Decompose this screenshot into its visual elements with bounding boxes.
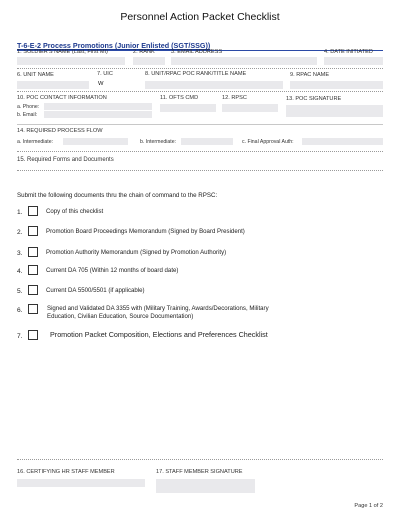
poc-email-field[interactable] xyxy=(44,111,152,118)
final-approval-field[interactable] xyxy=(302,138,383,145)
row-divider xyxy=(17,170,383,171)
soldier-name-label: 1. SOLDIER'S NAME (Last, First MI) xyxy=(17,49,108,55)
checklist-checkbox-4[interactable] xyxy=(28,265,38,275)
final-approval-label: c. Final Approval Auth: xyxy=(242,139,294,145)
required-forms-label: 15. Required Forms and Documents xyxy=(17,157,114,163)
phone-field[interactable] xyxy=(44,103,152,110)
date-initiated-label: 4. DATE INITIATED xyxy=(324,49,373,55)
checklist-item-6-line2: Education, Civilian Education, Source Documentation) xyxy=(47,313,194,320)
staff-signature-field[interactable] xyxy=(156,479,255,493)
intermediate-a-label: a. Intermediate: xyxy=(17,139,54,145)
rpsc-field[interactable] xyxy=(222,104,278,112)
rpac-name-label: 9. RPAC NAME xyxy=(290,72,330,78)
rank-field[interactable] xyxy=(133,57,165,65)
row-divider xyxy=(17,68,383,69)
staff-signature-label: 17. STAFF MEMBER SIGNATURE xyxy=(156,469,243,475)
checklist-checkbox-6[interactable] xyxy=(28,304,38,314)
poc-contact-label: 10. POC CONTACT INFORMATION xyxy=(17,95,107,101)
ofts-cmd-label: 11. OFTS CMD xyxy=(160,95,199,101)
row-divider xyxy=(17,459,383,460)
unit-name-label: 6. UNIT NAME xyxy=(17,72,54,78)
unit-rpac-poc-label: 8. UNIT/RPAC POC RANK/TITLE NAME xyxy=(145,71,247,77)
email-field[interactable] xyxy=(171,57,317,65)
checklist-checkbox-1[interactable] xyxy=(28,206,38,216)
checklist-item-7-text: Promotion Packet Composition, Elections and Preferences Checklist xyxy=(50,330,268,339)
checklist-item-1-text: Copy of this checklist xyxy=(46,208,104,215)
checklist-checkbox-3[interactable] xyxy=(28,247,38,257)
unit-name-field[interactable] xyxy=(17,81,89,89)
item-number: 1. xyxy=(17,209,23,216)
item-number: 5. xyxy=(17,288,23,295)
unit-rpac-poc-field[interactable] xyxy=(145,81,283,89)
certifying-label: 16. CERTIFYING HR STAFF MEMBER xyxy=(17,469,115,475)
soldier-name-field[interactable] xyxy=(17,57,125,65)
item-number: 4. xyxy=(17,268,23,275)
item-number: 7. xyxy=(17,333,23,340)
row-divider xyxy=(17,151,383,152)
poc-signature-label: 13. POC SIGNATURE xyxy=(286,96,342,102)
uic-value: W xyxy=(98,81,104,87)
item-number: 2. xyxy=(17,229,23,236)
phone-label: a. Phone: xyxy=(17,104,40,110)
checklist-checkbox-7[interactable] xyxy=(28,330,38,340)
form-subtitle: T-6-E-2 Process Promotions (Junior Enlisted (SGT/SSG)) xyxy=(17,41,211,50)
date-initiated-field[interactable] xyxy=(324,57,383,65)
certifying-field[interactable] xyxy=(17,479,145,487)
rpsc-label: 12. RPSC xyxy=(222,95,247,101)
checklist-checkbox-2[interactable] xyxy=(28,226,38,236)
email-label: 3. EMAIL ADDRESS xyxy=(171,49,223,55)
checklist-item-6-line1: Signed and Validated DA 3355 with (Military Training, Awards/Decorations, Military xyxy=(47,305,269,312)
instructions-text: Submit the following documents thru the chain of command to the RPSC: xyxy=(17,192,218,199)
intermediate-b-label: b. Intermediate: xyxy=(140,139,177,145)
checklist-item-3-text: Promotion Authority Memorandum (Signed by Promotion Authority) xyxy=(46,249,227,256)
intermediate-a-field[interactable] xyxy=(63,138,128,145)
uic-label: 7. UIC xyxy=(97,71,113,77)
rpac-name-field[interactable] xyxy=(290,81,383,89)
page-title: Personnel Action Packet Checklist xyxy=(120,11,280,23)
ofts-cmd-field[interactable] xyxy=(160,104,216,112)
checklist-item-2-text: Promotion Board Proceedings Memorandum (Signed by Board President) xyxy=(46,228,245,235)
email-b-label: b. Email: xyxy=(17,112,38,118)
row-divider xyxy=(17,91,383,92)
poc-signature-field[interactable] xyxy=(286,105,383,117)
checklist-item-4-text: Current DA 705 (Within 12 months of board date) xyxy=(46,267,179,274)
page-number: Page 1 of 2 xyxy=(354,503,383,509)
rank-label: 2. RANK xyxy=(133,49,155,55)
item-number: 6. xyxy=(17,307,23,314)
process-flow-label: 14. REQUIRED PROCESS FLOW xyxy=(17,128,103,134)
intermediate-b-field[interactable] xyxy=(181,138,233,145)
section-divider xyxy=(17,124,383,125)
item-number: 3. xyxy=(17,250,23,257)
checklist-checkbox-5[interactable] xyxy=(28,285,38,295)
checklist-item-5-text: Current DA 5500/5501 (if applicable) xyxy=(46,287,145,294)
